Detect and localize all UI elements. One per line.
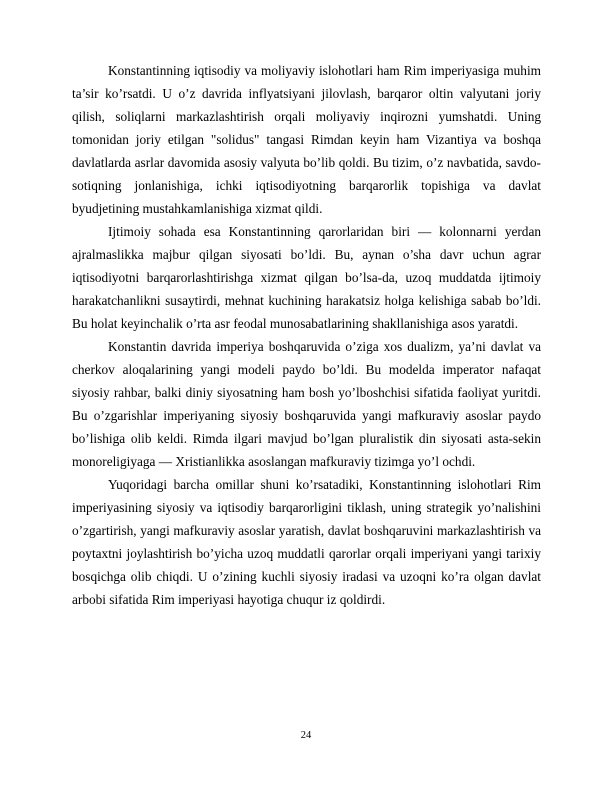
paragraph-economic-reforms: Konstantinning iqtisodiy va moliyaviy islohotlari ham Rim imperiyasiga muhim ta’sir ko’rsatdi. U o’z davrida inflyatsiyani jilovlash, barqaror oltin valyutani joriy qilish, soliqlarni markazlashtirish orqali moliyaviy inqirozni yumshatdi. Uning tomonidan joriy etilgan "solidus" tangasi Rimdan keyin ham Vizantiya va boshqa davlatlarda asrlar davomida asosiy valyuta bo’lib qoldi. Bu tizim, o’z navbatida, savdo-sotiqning jonlanishiga, ichki iqtisodiyotning barqarorlik topishiga va davlat byudjetining mustahkamlanishiga xizmat qildi. (72, 63, 541, 216)
page-number: 24 (300, 730, 312, 741)
paragraph-conclusion: Yuqoridagi barcha omillar shuni ko’rsatadiki, Konstantinning islohotlari Rim imperiyasining siyosiy va iqtisodiy barqarorligini tiklash, uning strategik yo’nalishini o’zgartirish, yangi mafkuraviy asoslar yaratish, davlat boshqaruvini markazlashtirish va poytaxtni joylashtirish bo’yicha uzoq muddatli qarorlar orqali imperiyani yangi tarixiy bosqichga olib chiqdi. U o’zining kuchli siyosiy iradasi va uzoqni ko’ra olgan davlat arbobi sifatida Rim imperiyasi hayotiga chuqur iz qoldirdi. (72, 477, 541, 607)
document-body (72, 59, 541, 611)
paragraph-social-policy: Ijtimoiy sohada esa Konstantinning qarorlaridan biri — kolonnarni yerdan ajralmaslikka majbur qilgan siyosati bo’ldi. Bu, aynan o’sha davr uchun agrar iqtisodiyotni barqarorlashtirishga xizmat qilgan bo’lsa-da, uzoq muddatda ijtimoiy harakatchanlikni susaytirdi, mehnat kuchining harakatsiz holga kelishiga sabab bo’ldi. Bu holat keyinchalik o’rta asr feodal munosabatlarining shakllanishiga asos yaratdi. (72, 224, 541, 331)
paragraph-church-state: Konstantin davrida imperiya boshqaruvida o’ziga xos dualizm, ya’ni davlat va cherkov aloqalarining yangi modeli paydo bo’ldi. Bu modelda imperator nafaqat siyosiy rahbar, balki diniy siyosatning ham bosh yo’lboshchisi sifatida faoliyat yuritdi. Bu o’zgarishlar imperiyaning siyosiy boshqaruvida yangi mafkuraviy asoslar paydo bo’lishiga olib keldi. Rimda ilgari mavjud bo’lgan pluralistik din siyosati asta-sekin monoreligiyaga — Xristianlikka asoslangan mafkuraviy tizimga yo’l ochdi. (72, 339, 541, 469)
